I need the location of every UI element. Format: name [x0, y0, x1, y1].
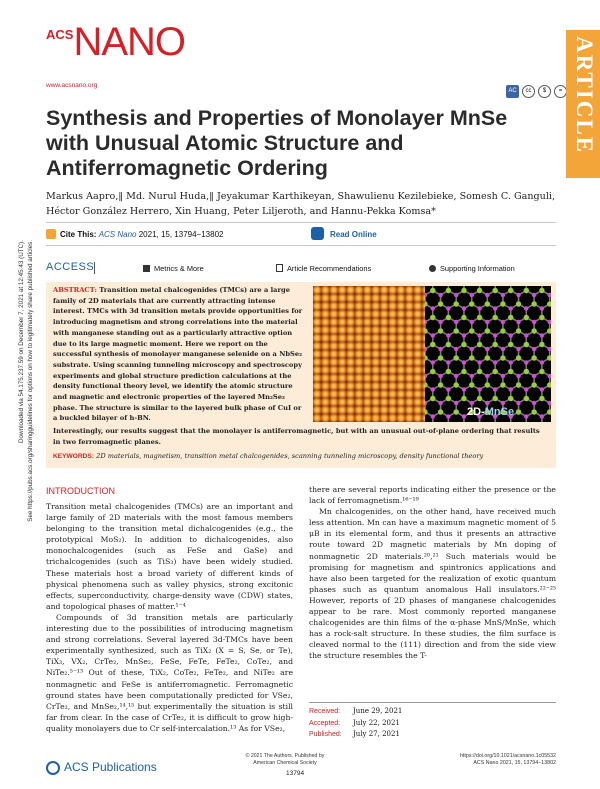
- lattice-atom: [500, 301, 505, 306]
- lattice-atom: [524, 306, 528, 310]
- lattice-atom: [461, 396, 466, 401]
- lattice-atom: [470, 401, 474, 405]
- lattice-atom: [430, 342, 435, 347]
- lattice-atom: [477, 342, 482, 347]
- lattice-atom: [493, 315, 498, 320]
- lattice-atom: [532, 355, 537, 360]
- keywords-label: KEYWORDS:: [53, 453, 95, 460]
- creative-commons-icon: cc: [522, 85, 535, 98]
- lattice-atom: [508, 369, 513, 374]
- lattice-atom: [508, 342, 513, 347]
- accepted-date: [309, 718, 556, 730]
- lattice-atom: [461, 315, 466, 320]
- abstract-box: [46, 282, 556, 468]
- lattice-atom: [516, 374, 520, 378]
- lattice-atom: [501, 293, 505, 297]
- toc-graphic: [313, 286, 551, 422]
- lattice-atom: [516, 328, 521, 333]
- lattice-atom: [485, 328, 490, 333]
- lattice-atom: [493, 306, 497, 310]
- read-online-button[interactable]: [311, 227, 377, 240]
- cite-bar: [46, 222, 556, 246]
- lattice-atom: [516, 355, 521, 360]
- lattice-atom: [454, 382, 459, 387]
- lattice-atom: [524, 360, 528, 364]
- lattice-atom: [509, 306, 513, 310]
- lattice-atom: [438, 347, 442, 351]
- lattice-atom: [462, 387, 466, 391]
- lattice-atom: [485, 374, 489, 378]
- keywords-list: 2D materials, magnetism, transition metal chalcogenides, scanning tunneling microscopy, density functional theory: [96, 452, 484, 460]
- lattice-atom: [454, 374, 458, 378]
- lattice-atom: [454, 293, 458, 297]
- lattice-atom: [446, 360, 450, 364]
- lattice-atom: [477, 387, 481, 391]
- lattice-atom: [524, 387, 528, 391]
- recommendations-label: Article Recommendations: [287, 264, 372, 273]
- lattice-atom: [431, 333, 435, 337]
- lattice-atom: [438, 374, 442, 378]
- copyright-line-1: © 2021 The Authors. Published by: [245, 753, 325, 759]
- access-bar: [46, 262, 556, 278]
- abstract-body: Transition metal chalcogenides (TMCs) are a large family of 2D materials that are currently attracting intense interest. TMCs with 3d transition metals provide opportunities for introducing magnetism and strong correlations into the material with manganese standing out as a particularly attractive option due to its large magnetic moment. Here we report on the successful synthesis of monolayer manganese selenide on a NbSe₂ substrate. Using scanning tunneling microscopy and spectroscopy experiments and global structure prediction calculations at the density functional theory level, we identify the atomic structure and magnetic and electronic properties of the layered Mn₂Se₂ phase. The structure is similar to the layered bulk phase of CuI or a buckled bilayer of h-BN.: [53, 286, 303, 423]
- lattice-atom: [501, 401, 505, 405]
- journal-logo: [46, 22, 185, 62]
- supporting-info-icon: [429, 265, 436, 272]
- lattice-atom: [461, 288, 466, 293]
- lattice-atom: [539, 342, 544, 347]
- lattice-atom: [438, 401, 442, 405]
- lattice-atom: [501, 347, 505, 351]
- lattice-atom: [470, 347, 474, 351]
- author-choice-icon: AC: [506, 85, 519, 98]
- lattice-atom: [454, 320, 458, 324]
- lattice-atom: [477, 360, 481, 364]
- lattice-atom: [470, 374, 474, 378]
- lattice-atom: [469, 301, 474, 306]
- cite-reference: 2021, 15, 13794−13802: [138, 230, 224, 239]
- lattice-atom: [454, 355, 459, 360]
- lattice-atom: [516, 409, 521, 414]
- lattice-atom: [431, 387, 435, 391]
- published-label: Published:: [309, 731, 342, 738]
- lattice-atom: [539, 396, 544, 401]
- lattice-atom: [462, 360, 466, 364]
- cite-journal[interactable]: ACS Nano: [98, 230, 137, 239]
- lattice-atom: [446, 369, 451, 374]
- lattice-atom: [524, 333, 528, 337]
- lattice-atom: [524, 288, 529, 293]
- stm-image: [313, 286, 425, 422]
- lattice-atom: [493, 333, 497, 337]
- read-online-label: Read Online: [330, 230, 377, 239]
- lattice-atom: [540, 414, 544, 418]
- lattice-atom: [469, 328, 474, 333]
- metrics-icon: [143, 265, 150, 272]
- lattice-atom: [493, 387, 497, 391]
- lattice-atom: [532, 301, 537, 306]
- lattice-atom: [477, 369, 482, 374]
- cite-this-label: Cite This:: [60, 230, 97, 239]
- lattice-atom: [485, 401, 489, 405]
- lattice-atom: [532, 347, 536, 351]
- lattice-atom: [509, 333, 513, 337]
- lattice-atom: [516, 320, 520, 324]
- lattice-atom: [516, 401, 520, 405]
- article-title: Synthesis and Properties of Monolayer MnSe with Unusual Atomic Structure and Antiferromagnetic Ordering: [46, 106, 508, 180]
- accepted-value: July 22, 2021: [353, 718, 400, 727]
- lattice-atom: [469, 355, 474, 360]
- accepted-label: Accepted:: [309, 719, 341, 727]
- lattice-atom: [477, 306, 481, 310]
- abstract-label: ABSTRACT:: [53, 286, 97, 294]
- lattice-atom: [485, 320, 489, 324]
- lattice-atom: [516, 347, 520, 351]
- lattice-atom: [540, 306, 544, 310]
- lattice-atom: [438, 320, 442, 324]
- lattice-atom: [532, 374, 536, 378]
- lattice-atom: [501, 320, 505, 324]
- lattice-atom: [438, 328, 443, 333]
- publisher-name: ACS Publications: [64, 760, 157, 774]
- lattice-atom: [446, 288, 451, 293]
- lattice-atom: [454, 347, 458, 351]
- lattice-atom: [446, 396, 451, 401]
- section-tab: [566, 30, 600, 178]
- lattice-svg: [425, 286, 551, 422]
- supporting-info-label: Supporting Information: [440, 264, 515, 273]
- open-access-badges: [506, 85, 567, 98]
- publisher-logo: [46, 760, 157, 775]
- atomic-structure-image: [425, 286, 551, 422]
- lattice-atom: [540, 387, 544, 391]
- lattice-atom: [532, 409, 537, 414]
- cite-this: [46, 229, 223, 239]
- lattice-atom: [438, 301, 443, 306]
- lattice-atom: [431, 306, 435, 310]
- metrics-label: Metrics & More: [154, 264, 204, 273]
- lattice-atom: [509, 387, 513, 391]
- download-note-line-2[interactable]: See https://pubs.acs.org/sharingguidelines for options on how to legitimately share published articles.: [27, 240, 34, 522]
- lattice-atom: [446, 342, 451, 347]
- lattice-atom: [524, 342, 529, 347]
- body-column-left: [46, 501, 293, 734]
- download-note: [18, 240, 36, 590]
- lattice-atom: [508, 288, 513, 293]
- lattice-atom: [477, 396, 482, 401]
- lattice-atom: [446, 387, 450, 391]
- lattice-atom: [524, 369, 529, 374]
- body-column-right: [309, 484, 556, 662]
- lattice-atom: [477, 288, 482, 293]
- lattice-atom: [493, 288, 498, 293]
- lattice-atom: [508, 315, 513, 320]
- lattice-atom: [454, 401, 458, 405]
- download-note-line-1: Downloaded via 54.175.237.59 on December 7, 2021 at 12:45:43 (UTC).: [18, 240, 25, 444]
- lattice-atom: [485, 355, 490, 360]
- lattice-atom: [532, 401, 536, 405]
- received-date: [309, 706, 556, 718]
- lattice-atom: [461, 342, 466, 347]
- lattice-atom: [477, 315, 482, 320]
- journal-url[interactable]: www.acsnano.org: [46, 82, 98, 89]
- lattice-atom: [438, 293, 442, 297]
- toc-label-material: MnSe: [484, 406, 515, 418]
- lattice-atom: [516, 382, 521, 387]
- lattice-atom: [532, 382, 537, 387]
- lattice-atom: [462, 414, 466, 418]
- doi-block: [442, 753, 556, 766]
- published-value: July 27, 2021: [353, 730, 400, 738]
- lattice-atom: [461, 369, 466, 374]
- lattice-atom: [508, 396, 513, 401]
- lattice-atom: [524, 315, 529, 320]
- author-list: Markus Aapro,‖ Md. Nurul Huda,‖ Jeyakumar Karthikeyan, Shawulienu Kezilebieke, Somesh C. Ganguli, Héctor González Herrero, Xin Huang, Peter Liljeroth, and Hannu-Pekka Komsa*: [46, 191, 556, 217]
- logo-nano: NANO: [73, 20, 186, 64]
- received-label: Received:: [309, 708, 341, 715]
- supporting-info-link[interactable]: [429, 264, 515, 273]
- paragraph: Mn chalcogenides, on the other hand, have received much less attention. Mn can have a maximum magnetic moment of 5 μB in its elemental form, and thus it presents an attractive route toward 2D magnetic materials by Mn doping of nonmagnetic 2D materials.²⁰,²¹ Such materials would be promising for magnetism and spintronics applications and have also been targeted for the realization of exotic quantum phases such as quantum anomalous Hall insulators.²²⁻²⁵ However, reports of 2D phases of manganese chalcogenides appear to be rare. Most commonly reported manganese chalcogenides are thin films of the α-phase MnS/MnSe, which has a rock-salt structure. In these studies, the film surface is cleaved normal to the (111) direction and from the side view the structure resembles the T-: [309, 507, 556, 661]
- lattice-atom: [469, 382, 474, 387]
- recommendations-link[interactable]: [276, 264, 371, 273]
- access-divider: [94, 262, 95, 274]
- lattice-atom: [493, 360, 497, 364]
- lattice-atom: [532, 328, 537, 333]
- lattice-atom: [509, 360, 513, 364]
- lattice-atom: [438, 409, 443, 414]
- lattice-atom: [516, 293, 520, 297]
- lattice-atom: [446, 333, 450, 337]
- lattice-atom: [438, 355, 443, 360]
- lattice-atom: [540, 333, 544, 337]
- access-label: ACCESS: [46, 261, 95, 273]
- acs-logo-icon: [46, 761, 60, 775]
- noncommercial-icon: $: [538, 85, 551, 98]
- lattice-atom: [532, 320, 536, 324]
- lattice-atom: [430, 369, 435, 374]
- lattice-atom: [500, 355, 505, 360]
- metrics-link[interactable]: [143, 264, 204, 273]
- lattice-atom: [540, 360, 544, 364]
- lattice-atom: [485, 293, 489, 297]
- received-value: June 29, 2021: [353, 707, 403, 715]
- publication-dates: [309, 702, 556, 741]
- lattice-atom: [454, 328, 459, 333]
- cite-icon: [46, 229, 56, 239]
- read-online-icon: [311, 227, 324, 240]
- paragraph: Compounds of 3d transition metals are particularly interesting due to the possibilities of introducing magnetism and strong correlations. Several layered 3d-TMCs have been experimentally synthesized, such as TiX₂ (X = S, Se, or Te), TiX₃, VX₂, CrTe₂, MnSe₂, FeSe, FeTe, FeTe₂, CoTe₂, and NiTe₂.⁵⁻¹³ Out of these, TiX₂, CoTe₂, FeTe₂, and NiTe₂ are nonmagnetic and FeSe is antiferromagnetic. Ferromagnetic ground states have been computationally predicted for VSe₂, CrTe₂, and MnSe₂,¹⁴,¹⁵ but experimentally the situation is still far from clear. In the case of CrTe₂, it is difficult to grow high-quality monolayers due to Cr self-intercalation.¹³ As for VSe₂,: [46, 612, 293, 733]
- lattice-atom: [431, 360, 435, 364]
- paragraph: Transition metal chalcogenides (TMCs) are an important and large family of 2D materials with the most famous members belonging to the transition metal dichalcogenides (e.g., the prototypical MoS₂). In addition to dichalcogenides, also monochalcogenides (such as FeSe and GaSe) and trichalcogenides (such as TiS₃) have been widely studied. These materials host a broad variety of different kinds of physical phenomena such as valley physics, strong excitonic effects, superconductivity, charge-density wave (CDW) states, and topological phases of matter.¹⁻⁴: [46, 502, 293, 611]
- section-heading-introduction: INTRODUCTION: [46, 486, 115, 496]
- lattice-atom: [470, 293, 474, 297]
- published-date: [309, 729, 556, 741]
- keywords: [53, 452, 483, 460]
- lattice-atom: [430, 315, 435, 320]
- copyright-line-2: American Chemical Society: [253, 759, 317, 766]
- abstract-continued: Interestingly, our results suggest that the monolayer is antiferromagnetic, but with an unusual out-of-plane ordering that results in two ferromagnetic planes.: [53, 427, 540, 446]
- lattice-atom: [524, 414, 528, 418]
- lattice-atom: [438, 382, 443, 387]
- lattice-atom: [539, 315, 544, 320]
- lattice-atom: [493, 342, 498, 347]
- lattice-atom: [446, 414, 450, 418]
- lattice-atom: [485, 347, 489, 351]
- lattice-atom: [431, 414, 435, 418]
- lattice-atom: [454, 409, 459, 414]
- lattice-atom: [477, 333, 481, 337]
- lattice-atom: [430, 396, 435, 401]
- doi-link[interactable]: https://doi.org/10.1021/acsnano.1c05532: [459, 753, 556, 759]
- lattice-atom: [500, 382, 505, 387]
- lattice-atom: [539, 369, 544, 374]
- toc-label-prefix: 2D-: [467, 406, 485, 418]
- lattice-atom: [446, 306, 450, 310]
- lattice-atom: [454, 301, 459, 306]
- lattice-atom: [462, 306, 466, 310]
- page-number: 13794: [286, 770, 305, 777]
- toc-label: [467, 406, 514, 418]
- copyright: [230, 753, 340, 766]
- lattice-atom: [430, 288, 435, 293]
- lattice-atom: [462, 333, 466, 337]
- lattice-atom: [446, 315, 451, 320]
- lattice-atom: [532, 293, 536, 297]
- abstract-text: [53, 285, 303, 424]
- lattice-atom: [485, 301, 490, 306]
- paragraph: there are several reports indicating either the presence or the lack of ferromagnetism.¹⁶⁻¹⁹: [309, 485, 556, 506]
- lattice-atom: [470, 320, 474, 324]
- lattice-atom: [485, 382, 490, 387]
- logo-acs: ACS: [46, 27, 74, 42]
- noderivatives-icon: =: [554, 85, 567, 98]
- lattice-atom: [516, 301, 521, 306]
- document-icon: [276, 264, 283, 272]
- section-tab-label: ARTICLE: [572, 36, 597, 154]
- lattice-atom: [501, 374, 505, 378]
- lattice-atom: [524, 396, 529, 401]
- footer-citation: ACS Nano 2021, 15, 13794−13802: [473, 759, 556, 766]
- lattice-atom: [493, 396, 498, 401]
- lattice-atom: [500, 328, 505, 333]
- lattice-atom: [493, 369, 498, 374]
- lattice-atom: [539, 288, 544, 293]
